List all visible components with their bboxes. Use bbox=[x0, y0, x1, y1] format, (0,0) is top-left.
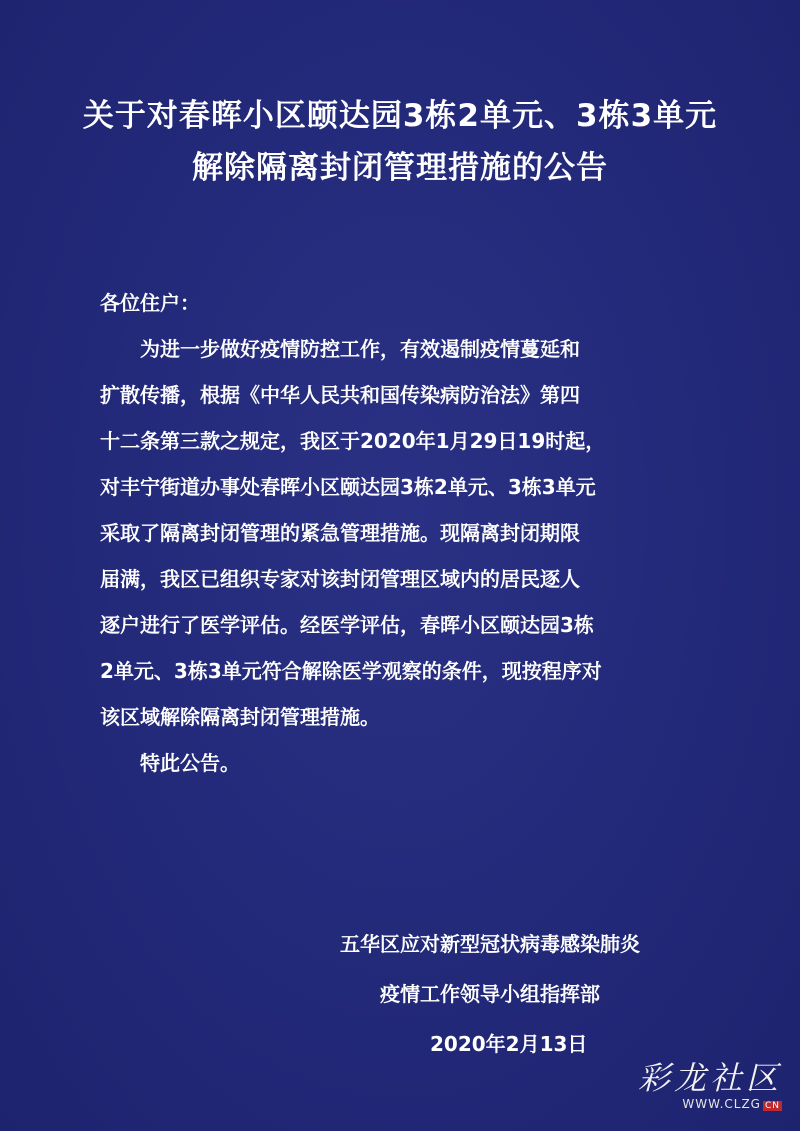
title-line-2: 解除隔离封闭管理措施的公告 bbox=[192, 150, 608, 186]
paragraph-main bbox=[100, 326, 720, 740]
paragraph-line: 对丰宁街道办事处春晖小区颐达园3栋2单元、3栋3单元 bbox=[100, 475, 596, 499]
watermark-url bbox=[638, 1097, 782, 1111]
paragraph-line: 届满，我区已组织专家对该封闭管理区域内的居民逐人 bbox=[100, 567, 580, 591]
title-line-1: 关于对春晖小区颐达园3栋2单元、3栋3单元 bbox=[82, 98, 718, 134]
paragraph-line: 十二条第三款之规定，我区于2020年1月29日19时起， bbox=[100, 429, 606, 453]
issue-date: 2020年2月13日 bbox=[430, 1032, 588, 1056]
watermark-logo-text: 彩龙社区 bbox=[637, 1059, 782, 1097]
paragraph-line: 2单元、3栋3单元符合解除医学观察的条件，现按程序对 bbox=[100, 659, 602, 683]
notice-title bbox=[0, 90, 800, 194]
issuer-line-1: 五华区应对新型冠状病毒感染肺炎 bbox=[340, 932, 640, 956]
notice-body bbox=[100, 280, 720, 786]
paragraph-line: 采取了隔离封闭管理的紧急管理措施。现隔离封闭期限 bbox=[100, 521, 580, 545]
closing-line: 特此公告。 bbox=[140, 751, 240, 775]
site-watermark bbox=[638, 1053, 782, 1111]
watermark-url-text: WWW.CLZG bbox=[682, 1097, 761, 1111]
paragraph-line: 逐户进行了医学评估。经医学评估，春晖小区颐达园3栋 bbox=[100, 613, 594, 637]
watermark-tld: CN bbox=[764, 1101, 780, 1111]
paragraph-line: 为进一步做好疫情防控工作，有效遏制疫情蔓延和 bbox=[140, 337, 580, 361]
issuer-line-2: 疫情工作领导小组指挥部 bbox=[380, 982, 600, 1006]
paragraph-line: 扩散传播，根据《中华人民共和国传染病防治法》第四 bbox=[100, 383, 580, 407]
salutation: 各位住户： bbox=[100, 291, 200, 315]
paragraph-line: 该区域解除隔离封闭管理措施。 bbox=[100, 705, 380, 729]
